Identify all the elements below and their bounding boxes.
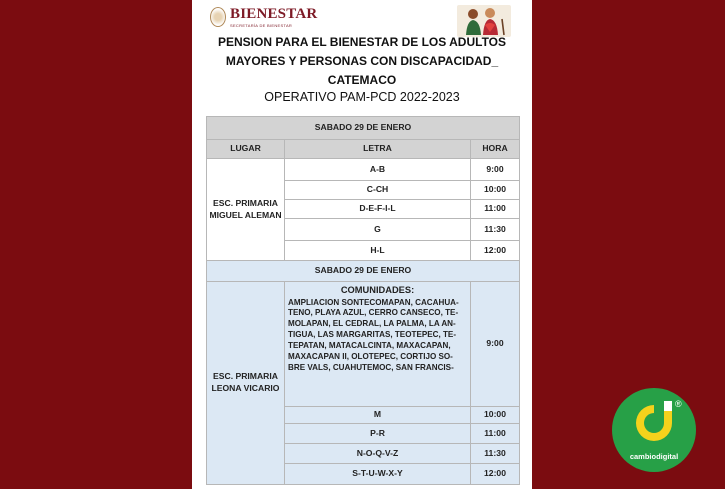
brand-name: cambiodigital (629, 452, 679, 461)
document-subtitle: OPERATIVO PAM-PCD 2022-2023 (264, 90, 460, 104)
time-cell: 11:00 (471, 200, 520, 219)
community-line: TENO, PLAYA AZUL, CERRO CANSECO, TE- (288, 308, 459, 318)
logo-subtitle: SECRETARÍA DE BIENESTAR (230, 22, 293, 28)
document-title (192, 33, 532, 90)
letter-cell: C-CH (285, 181, 471, 200)
document-page (192, 0, 532, 489)
letter-cell: N-O-Q-V-Z (285, 444, 471, 464)
time-cell: 9:00 (471, 282, 520, 407)
table-row (207, 159, 520, 181)
community-line: AMPLIACION SONTECOMAPAN, CACAHUA- (288, 297, 459, 307)
cambiodigital-logo (612, 388, 696, 472)
bienestar-logo (210, 4, 317, 30)
time-cell: 10:00 (471, 407, 520, 424)
date-header: SABADO 29 DE ENERO (207, 117, 520, 140)
seal-icon (210, 7, 226, 27)
title-line: MAYORES Y PERSONAS CON DISCAPACIDAD_ (225, 54, 499, 68)
logo-wordmark: BIENESTAR (230, 5, 318, 22)
time-cell: 9:00 (471, 159, 520, 181)
title-line: CATEMACO (327, 73, 397, 87)
community-line: MOLAPAN, EL CEDRAL, LA PALMA, LA AN- (288, 319, 456, 329)
column-header-lugar: LUGAR (207, 140, 285, 159)
letter-cell: D-E-F-I-L (285, 200, 471, 219)
letter-cell: P-R (285, 424, 471, 444)
table-row (207, 140, 520, 159)
community-line: TIGUA, LAS MARGARITAS, TEOTEPEC, TE- (288, 330, 457, 340)
letter-cell: S-T-U-W-X-Y (285, 464, 471, 485)
place-cell: ESC. PRIMARIA LEONA VICARIO (207, 282, 285, 485)
date-header: SABADO 29 DE ENERO (207, 261, 520, 282)
cambiodigital-mark-icon (628, 401, 680, 445)
registered-mark: ® (675, 399, 682, 409)
communities-title: COMUNIDADES: (340, 285, 415, 295)
community-line: TEPATAN, MATACALCINTA, MAXACAPAN, (288, 341, 451, 351)
schedule-table (206, 116, 520, 485)
time-cell: 11:00 (471, 424, 520, 444)
table-row (207, 117, 520, 140)
letter-cell: H-L (285, 241, 471, 261)
letter-cell: A-B (285, 159, 471, 181)
letter-cell: M (285, 407, 471, 424)
column-header-letra: LETRA (285, 140, 471, 159)
time-cell: 12:00 (471, 241, 520, 261)
place-cell: ESC. PRIMARIA MIGUEL ALEMAN (207, 159, 285, 261)
table-row (207, 282, 520, 407)
communities-cell (285, 282, 471, 407)
community-line: MAXACAPAN II, OLOTEPEC, CORTIJO SO- (288, 352, 453, 362)
letter-cell: G (285, 219, 471, 241)
time-cell: 11:30 (471, 444, 520, 464)
title-line: PENSION PARA EL BIENESTAR DE LOS ADULTOS (217, 35, 507, 49)
time-cell: 12:00 (471, 464, 520, 485)
table-row (207, 261, 520, 282)
column-header-hora: HORA (471, 140, 520, 159)
time-cell: 11:30 (471, 219, 520, 241)
time-cell: 10:00 (471, 181, 520, 200)
community-line: BRE VALS, CUAHUTEMOC, SAN FRANCIS- (288, 363, 454, 373)
